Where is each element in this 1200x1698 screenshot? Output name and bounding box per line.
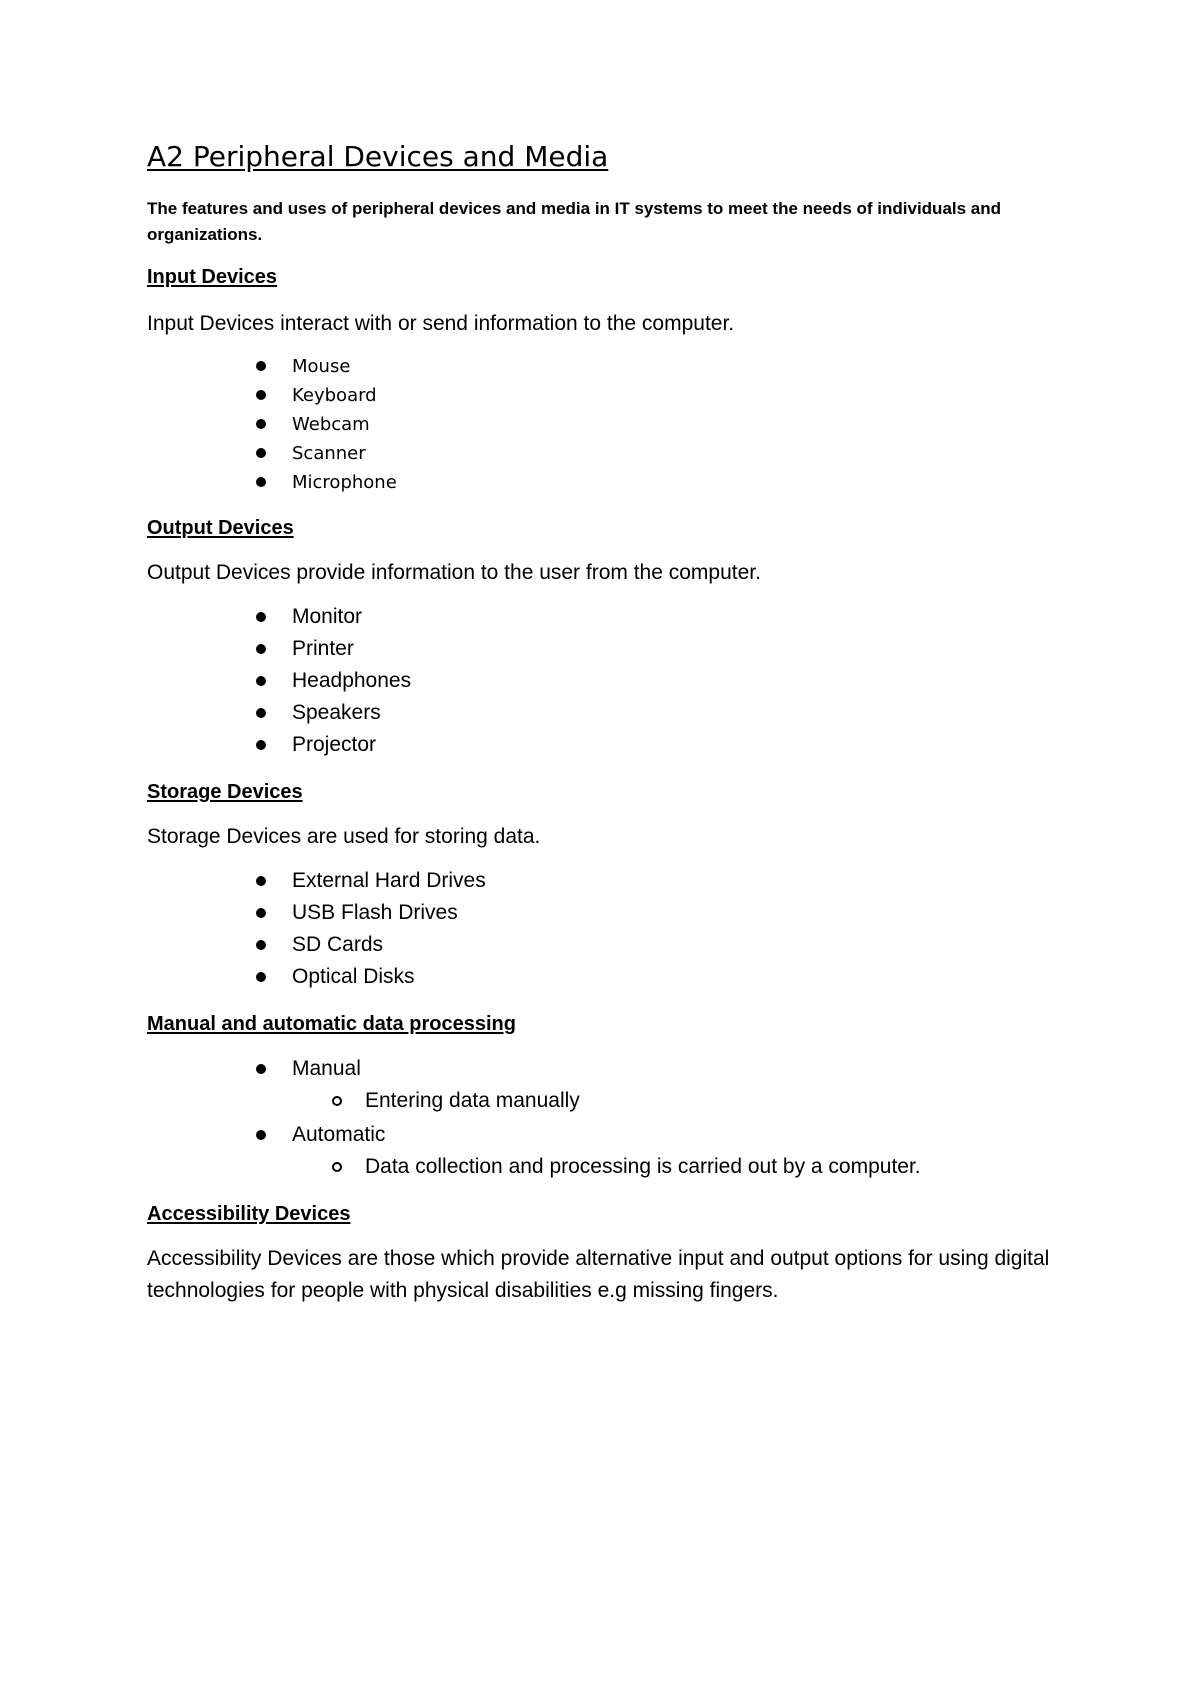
bullet-icon [256,940,266,950]
sub-list-item-label: Entering data manually [365,1089,580,1112]
bullet-icon [256,708,266,718]
bullet-icon [256,1130,266,1140]
bullet-icon [256,972,266,982]
sub-list [292,1085,1077,1117]
list-item-label: External Hard Drives [292,869,486,892]
list-item [147,697,1077,729]
ring-bullet-icon [332,1162,342,1172]
list-item [147,468,1077,497]
list-item [147,633,1077,665]
list-item-label: Printer [292,637,354,660]
processing-list [147,1053,1077,1183]
section-text: Input Devices interact with or send information to the computer. [147,312,735,335]
list-item-label: Automatic [292,1123,386,1146]
input-devices-list [147,352,1077,497]
bullet-icon [256,419,266,429]
bullet-icon [256,448,266,458]
list-item-label: Keyboard [292,385,377,406]
section-input-devices [147,264,1077,497]
list-item-label: Microphone [292,472,397,493]
bullet-icon [256,676,266,686]
sub-list [292,1151,1077,1183]
list-item [147,865,1077,897]
section-text: Storage Devices are used for storing data. [147,825,541,848]
section-heading: Manual and automatic data processing [147,1013,516,1035]
list-item-label: Optical Disks [292,965,415,988]
list-item-label: Speakers [292,701,381,724]
list-item [147,439,1077,468]
bullet-icon [256,390,266,400]
list-item-label: Webcam [292,414,370,435]
section-text: Accessibility Devices are those which provide alternative input and output options for using digital technologies for people with physical disabilities e.g missing fingers. [147,1247,1050,1302]
list-item-label: USB Flash Drives [292,901,458,924]
bullet-icon [256,876,266,886]
list-item-label: SD Cards [292,933,384,956]
list-item-label: Monitor [292,605,363,628]
page-title: A2 Peripheral Devices and Media [147,140,609,173]
list-item [147,410,1077,439]
section-storage-devices [147,779,1077,993]
sub-list-item-label: Data collection and processing is carried out by a computer. [365,1155,921,1178]
section-output-devices [147,515,1077,761]
list-item [147,961,1077,993]
list-item-label: Manual [292,1057,361,1080]
storage-devices-list [147,865,1077,993]
section-text: Output Devices provide information to the user from the computer. [147,561,761,584]
bullet-icon [256,740,266,750]
output-devices-list [147,601,1077,761]
bullet-icon [256,361,266,371]
list-item [147,381,1077,410]
section-data-processing [147,1011,1077,1183]
bullet-icon [256,477,266,487]
list-item [147,665,1077,697]
document-page [147,140,1077,1307]
sub-list-item [147,1151,1077,1183]
bullet-icon [256,908,266,918]
ring-bullet-icon [332,1096,342,1106]
bullet-icon [256,1064,266,1074]
bullet-icon [256,612,266,622]
intro-paragraph: The features and uses of peripheral devices and media in IT systems to meet the needs of individuals and organizations. [147,199,1002,244]
list-item-label: Headphones [292,669,412,692]
section-heading: Output Devices [147,517,294,539]
list-item-label: Projector [292,733,377,756]
list-item [147,601,1077,633]
section-accessibility-devices [147,1201,1077,1307]
sub-list-item [147,1085,1077,1117]
list-item [147,1053,1077,1117]
list-item [147,729,1077,761]
section-heading: Storage Devices [147,781,303,803]
section-heading: Accessibility Devices [147,1203,351,1225]
list-item [147,352,1077,381]
list-item-label: Scanner [292,443,366,464]
list-item-label: Mouse [292,356,351,377]
list-item [147,1119,1077,1183]
section-heading: Input Devices [147,266,278,288]
list-item [147,897,1077,929]
bullet-icon [256,644,266,654]
list-item [147,929,1077,961]
